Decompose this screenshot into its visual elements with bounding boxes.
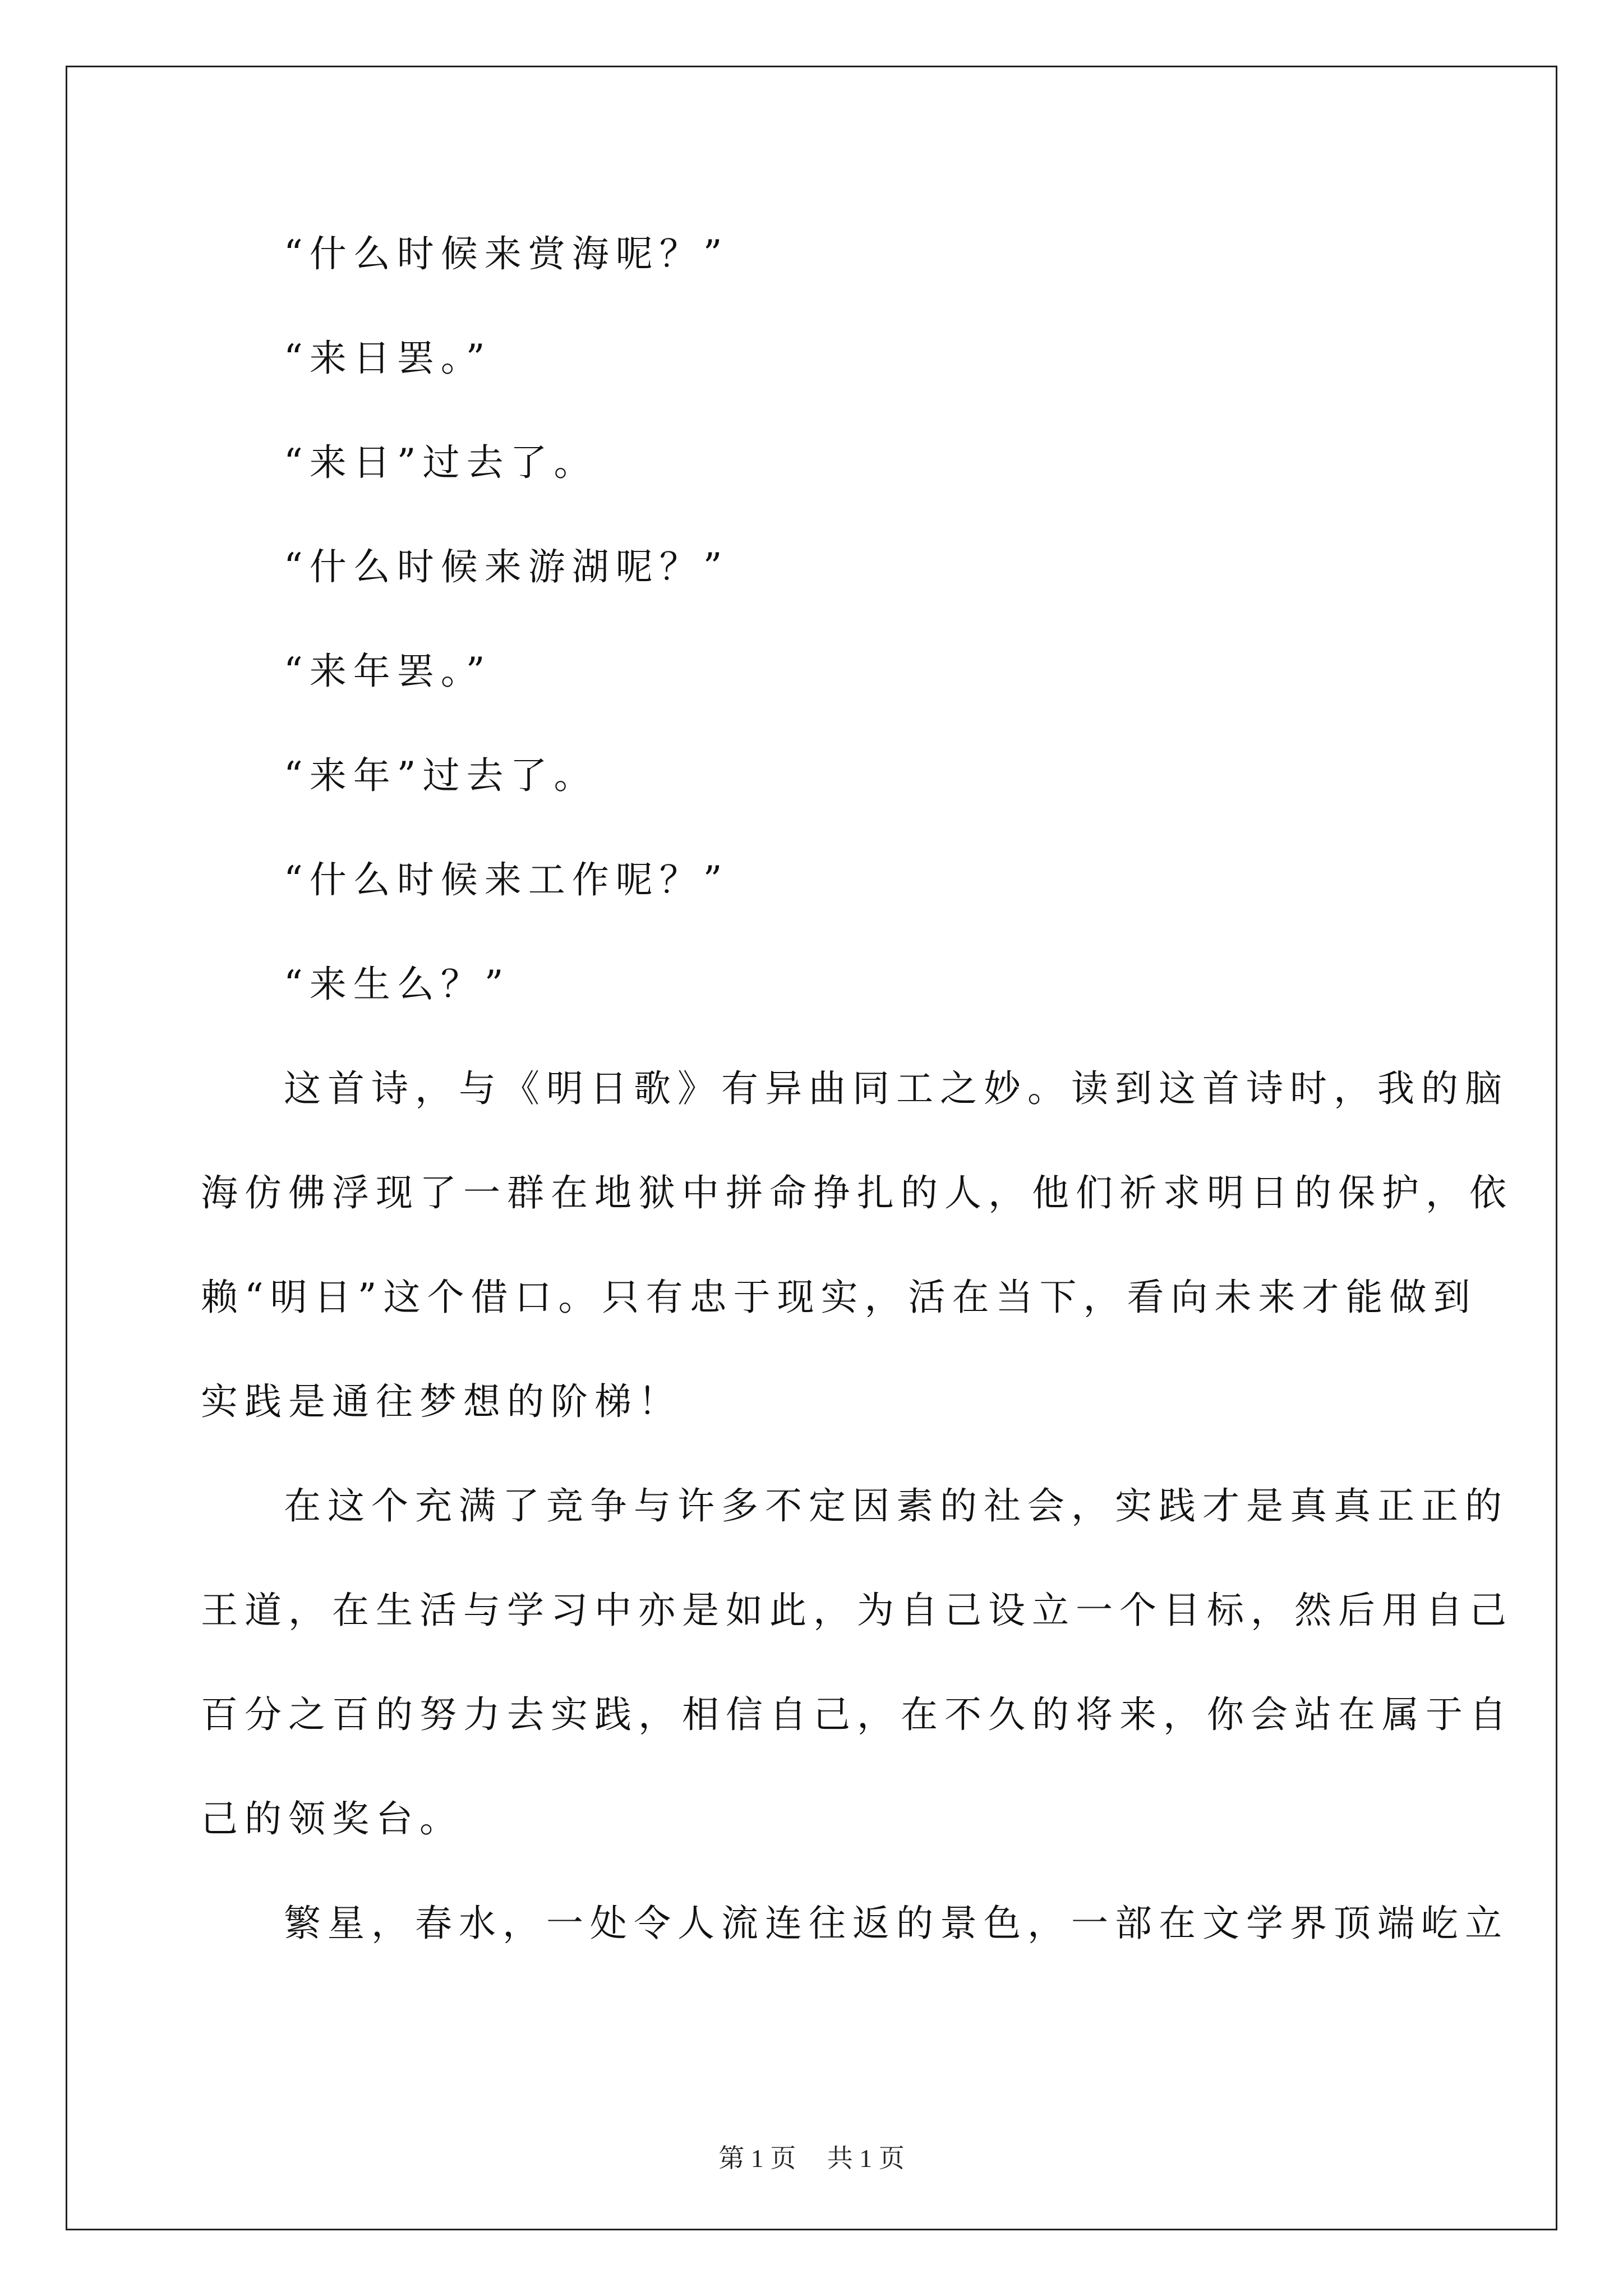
document-body xyxy=(201,202,1513,1976)
paragraph-line: 繁星，春水，一处令人流连往返的景色，一部在文学界顶端屹立 xyxy=(284,1902,1509,1945)
page-number: 第 1 页 xyxy=(718,2144,796,2173)
text-line: “什么时候来赏海呢？” xyxy=(284,232,729,275)
paragraph-line: 这首诗，与《明日歌》有异曲同工之妙。读到这首诗时，我的脑 xyxy=(284,1067,1509,1110)
text-line: “什么时候来游湖呢？” xyxy=(284,545,729,588)
page-total: 共 1 页 xyxy=(827,2144,905,2173)
text-line: “来日罢。” xyxy=(284,337,492,380)
page-footer xyxy=(0,2142,1623,2175)
text-line: “来年罢。” xyxy=(284,650,492,693)
paragraph-line: 百分之百的努力去实践，相信自己，在不久的将来，你会站在属于自 xyxy=(201,1693,1513,1736)
text-line: “什么时候来工作呢？” xyxy=(284,858,729,901)
paragraph-line: 在这个充满了竞争与许多不定因素的社会，实践才是真真正正的 xyxy=(284,1484,1509,1527)
paragraph-line: 王道，在生活与学习中亦是如此，为自己设立一个目标，然后用自己 xyxy=(201,1589,1513,1632)
paragraph-line: 赖“明日”这个借口。只有忠于现实，活在当下，看向未来才能做到 xyxy=(201,1276,1477,1319)
paragraph-line: 海仿佛浮现了一群在地狱中拼命挣扎的人，他们祈求明日的保护，依 xyxy=(201,1171,1513,1214)
paragraph-line: 己的领奖台。 xyxy=(201,1797,463,1841)
text-line: “来年”过去了。 xyxy=(284,754,598,797)
text-line: “来日”过去了。 xyxy=(284,441,598,484)
paragraph-line: 实践是通往梦想的阶梯！ xyxy=(201,1380,682,1423)
text-line: “来生么？” xyxy=(284,963,510,1006)
